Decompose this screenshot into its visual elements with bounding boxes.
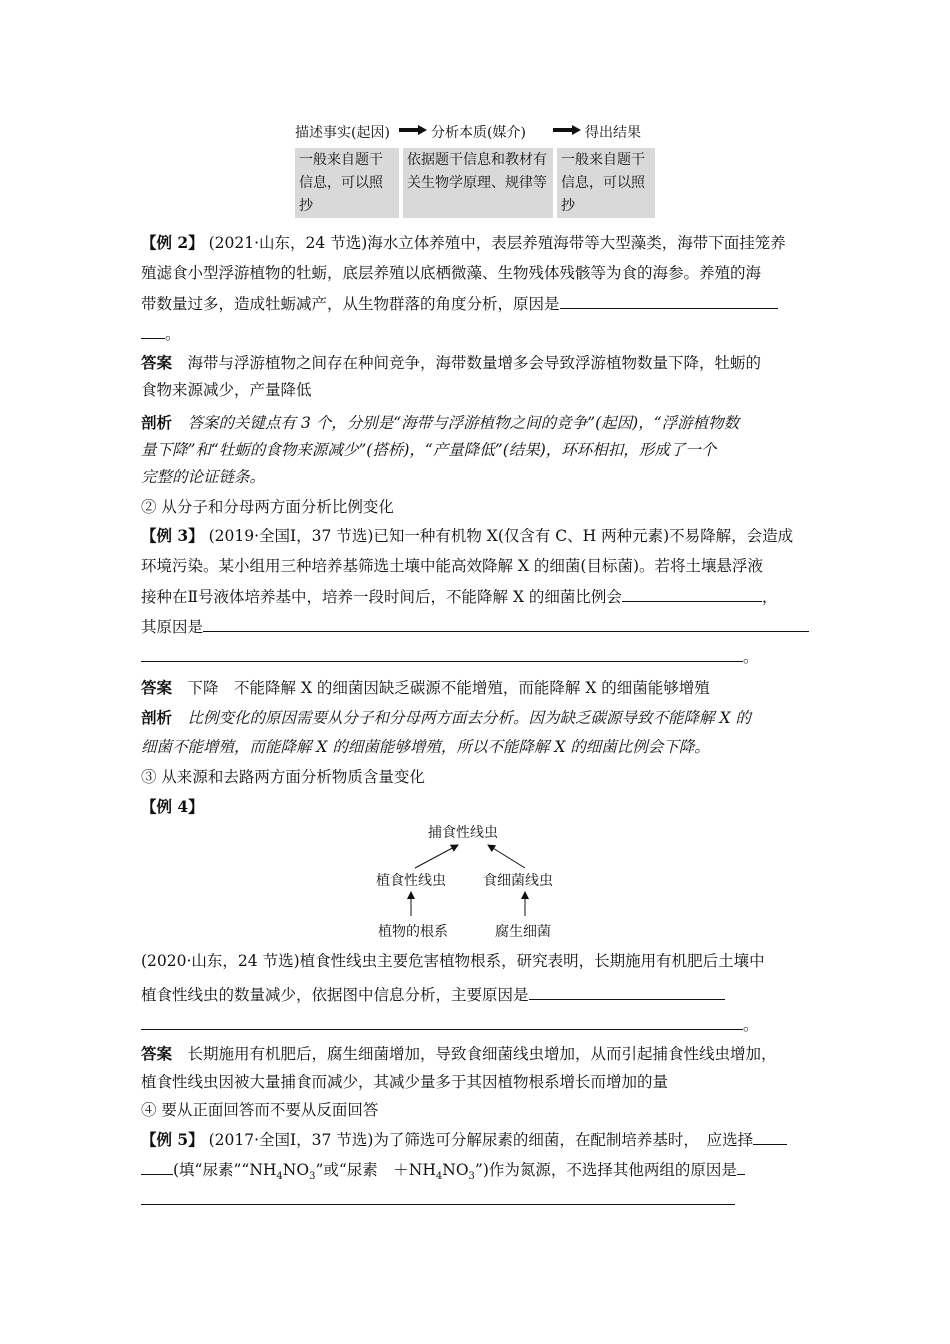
ex5-label: 【例 5】 [141,1130,204,1149]
ex3-line3 [141,585,777,608]
answer-blank[interactable] [141,1013,743,1030]
ex3-text: (2019·全国Ⅰ，37 节选)已知一种有机物 X(仅含有 C、H 两种元素)不易降解，会造成 [208,527,794,545]
ex3-analysis-line2: 细菌不能增殖，而能降解 X 的细菌能够增殖，所以不能降解 X 的细菌比例会下降。 [141,738,710,756]
food-web-diagram [370,820,590,945]
answer-blank[interactable] [622,585,762,602]
flow-box-fact: 一般来自题干信息，可以照抄 [295,148,399,218]
ex2-text: (2021·山东，24 节选)海水立体养殖中，表层养殖海带等大型藻类，海带下面挂笼养 [208,234,786,252]
ex4-question: 植食性线虫的数量减少，依据图中信息分析，主要原因是 [141,986,529,1004]
ex5-text-part: NO [282,1161,310,1179]
answer-label: 答案 [141,353,173,372]
answer-blank[interactable] [203,615,809,632]
answer-blank[interactable] [141,645,743,662]
ex2-answer-line2: 食物来源减少，产量降低 [141,381,312,399]
ex5-line3 [141,1188,735,1211]
arrow-right-icon [399,127,427,133]
ex5-text-part: NO [442,1161,469,1179]
ex2-analysis-line2: 量下降”和“牡蛎的食物来源减少”(搭桥)，“产量降低”(结果)，环环相扣，形成了一个 [141,441,717,459]
arrow-right-icon [553,127,581,133]
answer-label: 答案 [141,1044,173,1063]
section-heading-3: ③ 从来源和去路两方面分析物质含量变化 [141,768,425,786]
ex4-answer-line2: 植食性线虫因被大量捕食而减少，其减少量多于其因植物根系增长而增加的量 [141,1073,669,1091]
analysis-label: 剖析 [141,708,173,727]
ex2-line2: 殖滤食小型浮游植物的牡蛎，底层养殖以底栖微藻、生物残体残骸等为食的海参。养殖的海 [141,264,762,282]
ex5-text-part: ”或“尿素 ＋NH [315,1161,436,1179]
ex5-line2 [141,1158,745,1188]
flow-step-result: 得出结果 [585,125,641,141]
node-plant-nematode: 植食性线虫 [376,873,446,889]
ex2-line4 [141,322,181,345]
answer-blank[interactable] [529,983,725,1000]
subscript: 3 [468,1171,475,1183]
answer-blank[interactable] [560,292,778,309]
section-heading-4: ④ 要从正面回答而不要从反面回答 [141,1101,379,1119]
ex2-question: 带数量过多，造成牡蛎减产，从生物群落的角度分析，原因是 [141,295,560,313]
node-plant-roots: 植物的根系 [378,924,448,940]
flow-step-cause: 描述事实(起因) [295,125,390,141]
ex2-label: 【例 2】 [141,233,204,252]
ex4-label: 【例 4】 [141,797,204,816]
ex3-line2: 环境污染。某小组用三种培养基筛选土壤中能高效降解 X 的细菌(目标菌)。若将土壤悬浮液 [141,557,763,575]
ex5-text-part: (填“尿素”“NH [173,1161,277,1179]
comma: ， [761,588,778,606]
answer-blank[interactable] [141,322,165,339]
ex2-analysis-line3: 完整的论证链条。 [141,468,266,486]
ex2-answer-line1 [141,352,761,374]
answer-blank[interactable] [753,1128,787,1145]
node-bacterivore-nematode: 食细菌线虫 [483,873,553,889]
analysis-label: 剖析 [141,413,173,432]
reasoning-flow-diagram [295,118,660,214]
flow-box-principle: 依据题干信息和教材有关生物学原理、规律等 [403,148,553,218]
ex5-line1 [141,1128,787,1151]
answer-blank[interactable] [141,1158,173,1175]
ex2-line3 [141,292,778,315]
ex3-line5 [141,645,759,668]
period: 。 [743,648,759,666]
ex4-line3 [141,1013,759,1036]
ex3-line1 [141,525,793,547]
flow-step-essence: 分析本质(媒介) [431,125,526,141]
arrow-icon [488,845,525,868]
ex4-line2 [141,983,725,1006]
ex3-label: 【例 3】 [141,526,204,545]
ex5-text-part: ”)作为氮源，不选择其他两组的原因是 [474,1161,737,1179]
section-heading-2: ② 从分子和分母两方面分析比例变化 [141,498,394,516]
answer-blank[interactable] [737,1158,745,1175]
period: 。 [165,325,181,343]
ex4-line1: (2020·山东，24 节选)植食性线虫主要危害植物根系，研究表明，长期施用有机肥后土壤中 [141,952,765,970]
flow-box-result: 一般来自题干信息，可以照抄 [557,148,655,218]
subscript: 4 [435,1171,443,1183]
ex5-text: (2017·全国Ⅰ，37 节选)为了筛选可分解尿素的细菌，在配制培养基时， 应选择 [208,1131,754,1149]
ex2-analysis-line1 [141,412,739,434]
ex3-question: 接种在Ⅱ号液体培养基中，培养一段时间后，不能降解 X 的细菌比例会 [141,588,622,606]
arrow-icon [415,845,458,868]
ex3-reason-prompt: 其原因是 [141,618,204,636]
ex3-line4 [141,615,809,638]
subscript: 3 [309,1171,316,1183]
answer-label: 答案 [141,678,173,697]
answer-blank[interactable] [141,1188,735,1205]
ex2-line1 [141,232,786,254]
subscript: 4 [276,1171,283,1183]
node-predatory-nematode: 捕食性线虫 [428,825,498,841]
ex3-analysis-text: 比例变化的原因需要从分子和分母两方面去分析。因为缺乏碳源导致不能降解 X 的 [187,709,751,727]
ex3-answer-text: 下降 不能降解 X 的细菌因缺乏碳源不能增殖，而能降解 X 的细菌能够增殖 [187,679,710,697]
ex3-analysis-line1 [141,707,751,729]
node-saprophytic-bacteria: 腐生细菌 [495,924,551,940]
ex2-answer-text: 海带与浮游植物之间存在种间竞争，海带数量增多会导致浮游植物数量下降，牡蛎的 [187,354,762,372]
ex3-answer-line1 [141,677,710,699]
ex4-answer-text: 长期施用有机肥后，腐生细菌增加，导致食细菌线虫增加，从而引起捕食性线虫增加， [187,1045,777,1063]
ex2-analysis-text: 答案的关键点有 3 个，分别是“海带与浮游植物之间的竞争”(起因)，“浮游植物数 [187,414,740,432]
period: 。 [743,1016,759,1034]
ex4-answer-line1 [141,1043,777,1065]
